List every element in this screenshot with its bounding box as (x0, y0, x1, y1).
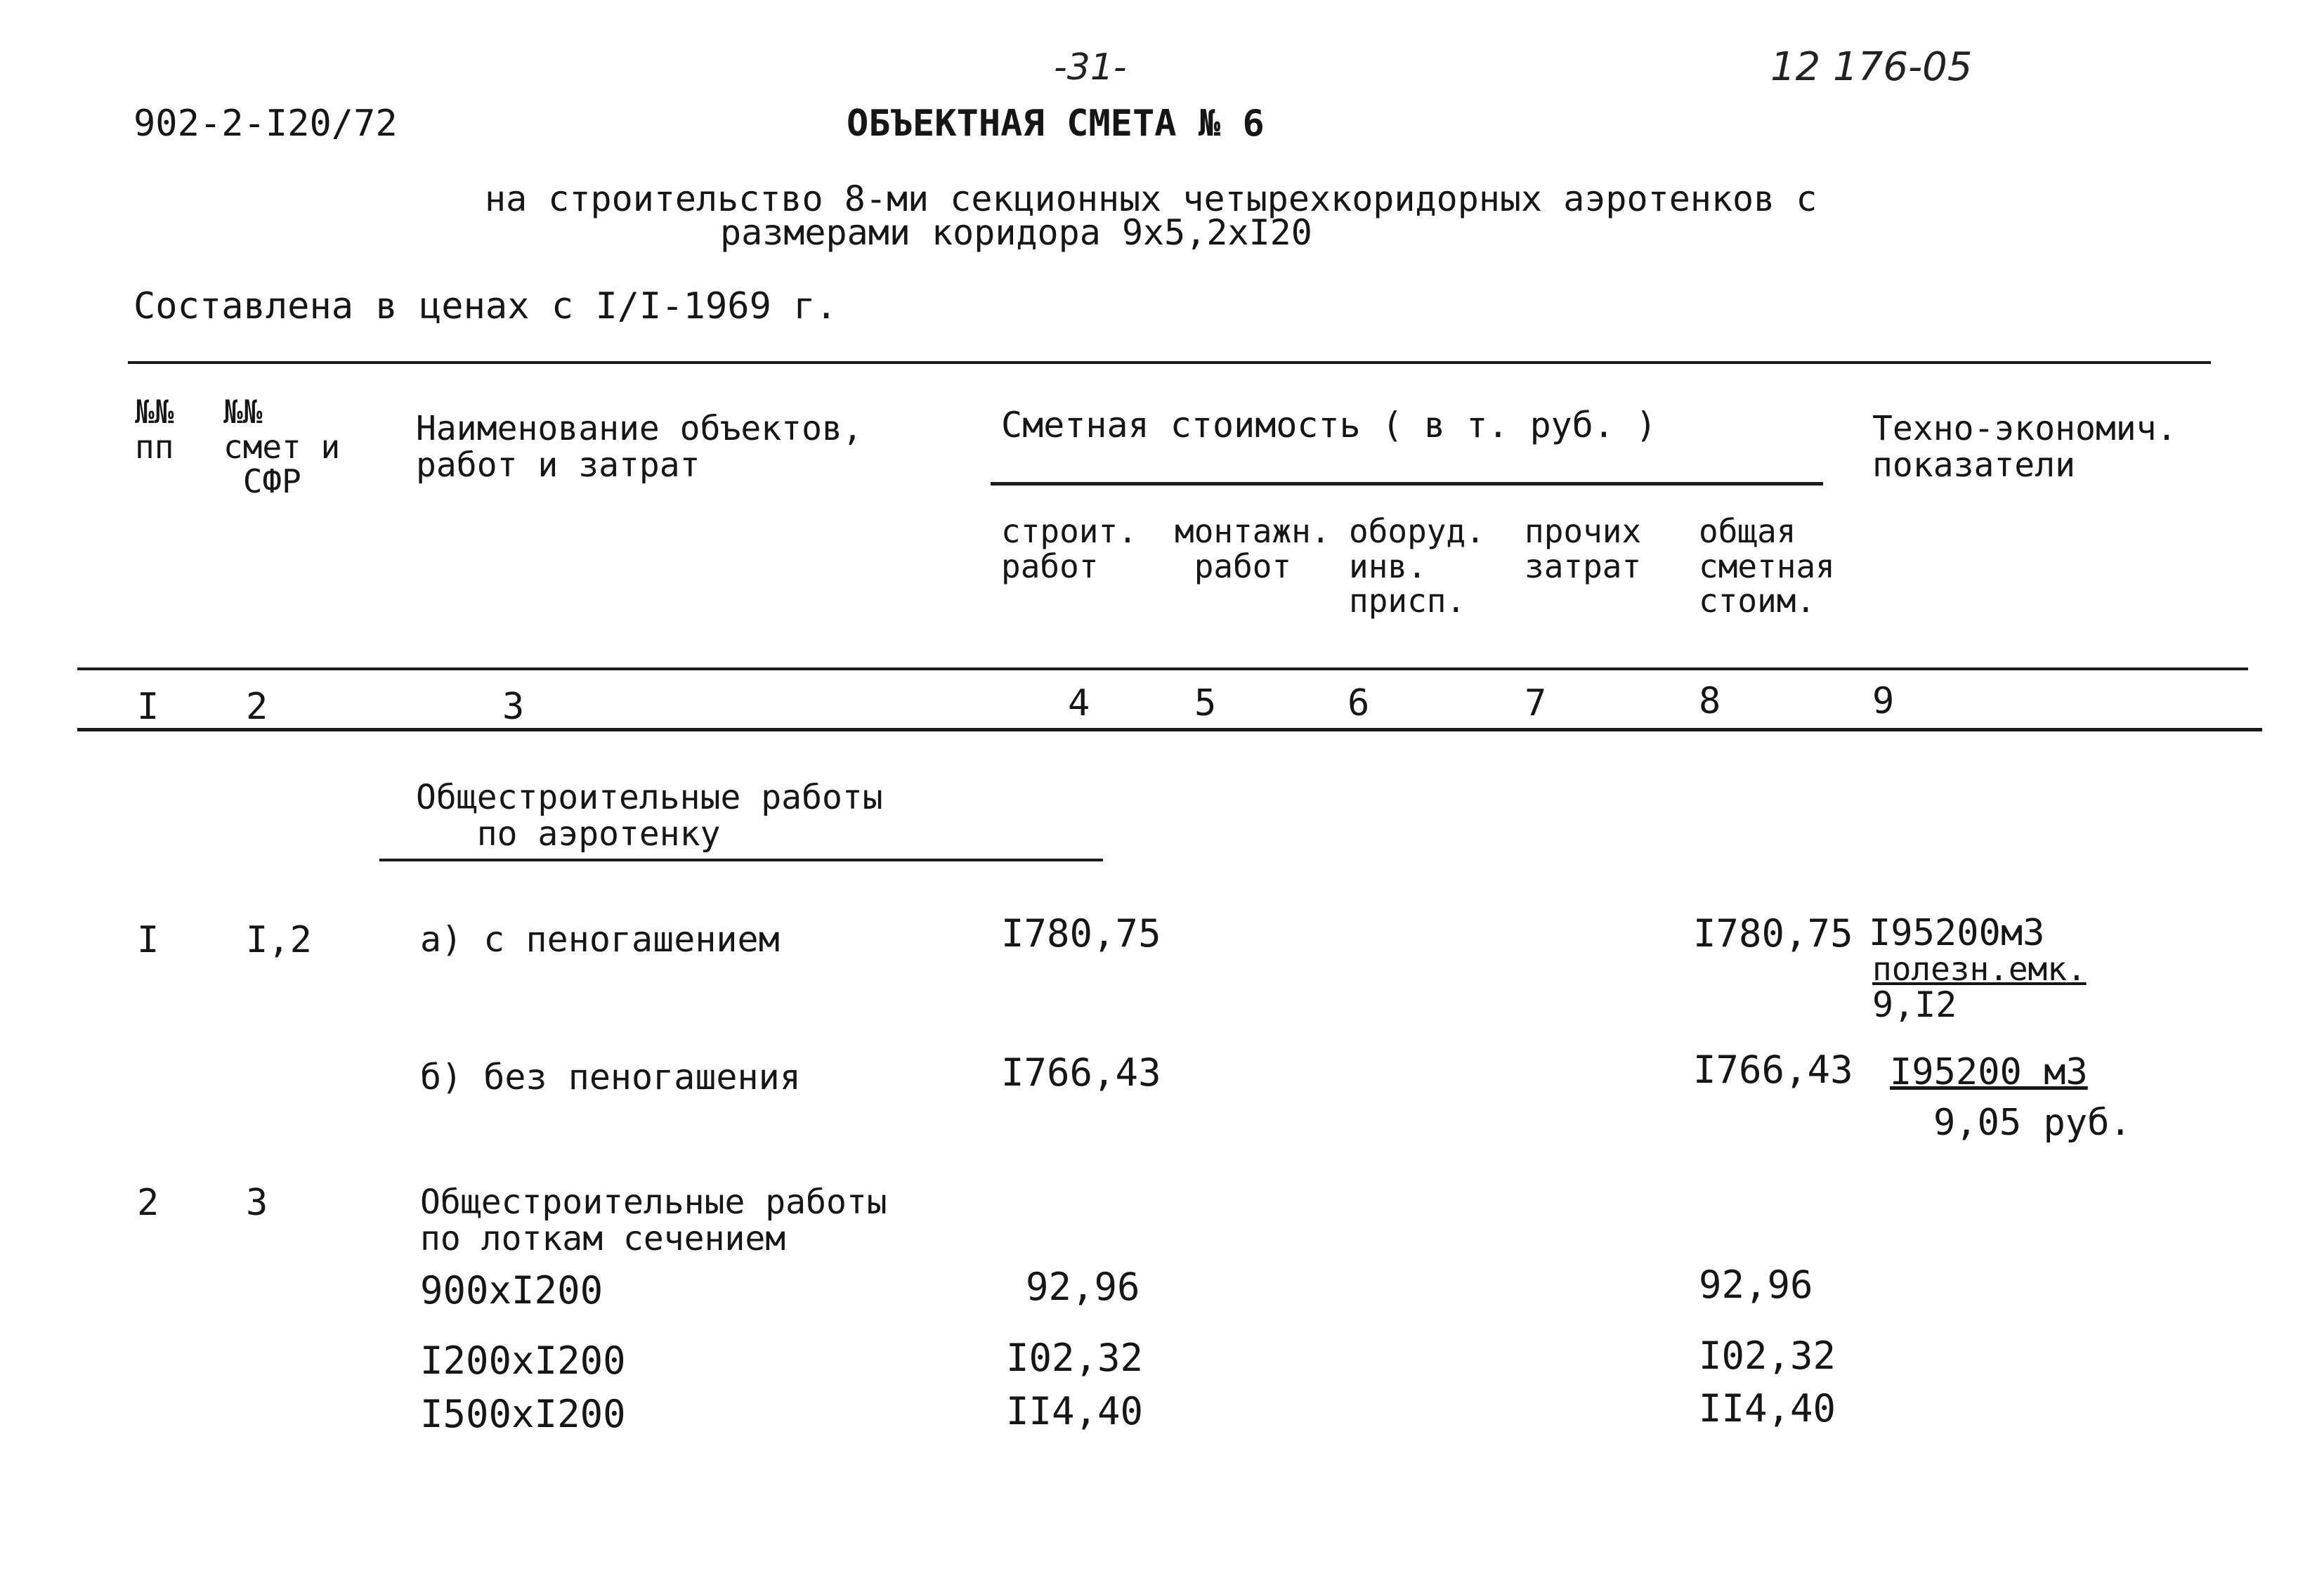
header-total-cost: общая сметная стоим. (1699, 512, 1835, 620)
row2-item3-total-cost: II4,40 (1699, 1386, 1836, 1431)
table-top-rule (128, 361, 2211, 364)
row1a-indicator-volume: I95200м3 (1869, 912, 2045, 954)
row2-name: Общестроительные работы по лоткам сечением (420, 1183, 887, 1258)
row2-item3-label: I500хI200 (420, 1392, 626, 1436)
row1b-construction-cost: I766,43 (1001, 1050, 1161, 1095)
header-row-number: №№ пп (135, 393, 174, 466)
row2-item1-label: 900хI200 (420, 1268, 603, 1313)
row2-item2-label: I200хI200 (420, 1339, 626, 1383)
row2-item1-construction-cost: 92,96 (1026, 1265, 1140, 1309)
page-mark: -31- (1054, 46, 1127, 89)
row1a-indicator-value: 9,I2 (1872, 984, 1957, 1025)
col-number-5: 5 (1194, 682, 1217, 724)
row1a-total-cost: I780,75 (1693, 911, 1853, 956)
document-title: ОБЪЕКТНАЯ СМЕТА № 6 (847, 103, 1265, 145)
cost-group-rule (991, 482, 1823, 486)
row1a-indicator-unit: полезн.емк. (1872, 950, 2087, 988)
header-indicators: Техно-экономич. показатели (1872, 409, 2177, 485)
row1-number: I (137, 919, 159, 961)
row1b-total-cost: I766,43 (1693, 1048, 1853, 1092)
archive-number: 12 176-05 (1770, 44, 1973, 90)
document-subtitle-line1: на строительство 8-ми секционных четырехкоридорных аэротенков с (485, 178, 1817, 219)
col-number-7: 7 (1525, 682, 1547, 724)
header-bottom-rule (77, 667, 2248, 670)
row1a-construction-cost: I780,75 (1001, 911, 1161, 956)
header-equipment: оборуд. инв. присп. (1349, 512, 1485, 620)
row1-estimate-number: I,2 (246, 919, 312, 961)
row2-item3-construction-cost: II4,40 (1006, 1389, 1144, 1433)
row1a-name: а) с пеногашением (420, 919, 780, 960)
row1b-indicator-value: 9,05 руб. (1933, 1102, 2132, 1144)
col-number-8: 8 (1699, 680, 1721, 722)
row1b-name: б) без пеногашения (420, 1057, 801, 1098)
col-number-9: 9 (1872, 680, 1895, 722)
section-title-aerotank: Общестроительные работы по аэротенку (416, 778, 883, 854)
column-numbers-rule (77, 728, 2262, 731)
row2-estimate-number: 3 (246, 1182, 268, 1224)
row1b-indicator-volume: I95200 м3 (1890, 1051, 2088, 1093)
row2-item1-total-cost: 92,96 (1699, 1263, 1813, 1307)
header-estimate-number: №№ смет и СФР (223, 393, 341, 501)
header-other-costs: прочих затрат (1525, 512, 1642, 585)
document-subtitle-line2: размерами коридора 9х5,2хI20 (720, 212, 1312, 253)
header-cost-group: Сметная стоимость ( в т. руб. ) (1001, 405, 1657, 445)
col-number-2: 2 (246, 686, 268, 728)
col-number-6: 6 (1347, 682, 1370, 724)
header-installation-works: монтажн. работ (1175, 512, 1331, 585)
col-number-1: I (137, 686, 159, 728)
row2-number: 2 (137, 1182, 159, 1224)
row2-item2-construction-cost: I02,32 (1006, 1336, 1144, 1380)
header-item-name: Наименование объектов, работ и затрат (416, 409, 863, 485)
row2-item2-total-cost: I02,32 (1699, 1334, 1836, 1378)
section-title-underline (379, 859, 1103, 861)
header-construction-works: строит. работ (1001, 512, 1137, 585)
col-number-4: 4 (1068, 682, 1090, 724)
col-number-3: 3 (502, 686, 525, 728)
prices-note: Составлена в ценах с I/I-1969 г. (133, 285, 837, 327)
document-code: 902-2-I20/72 (133, 103, 398, 145)
